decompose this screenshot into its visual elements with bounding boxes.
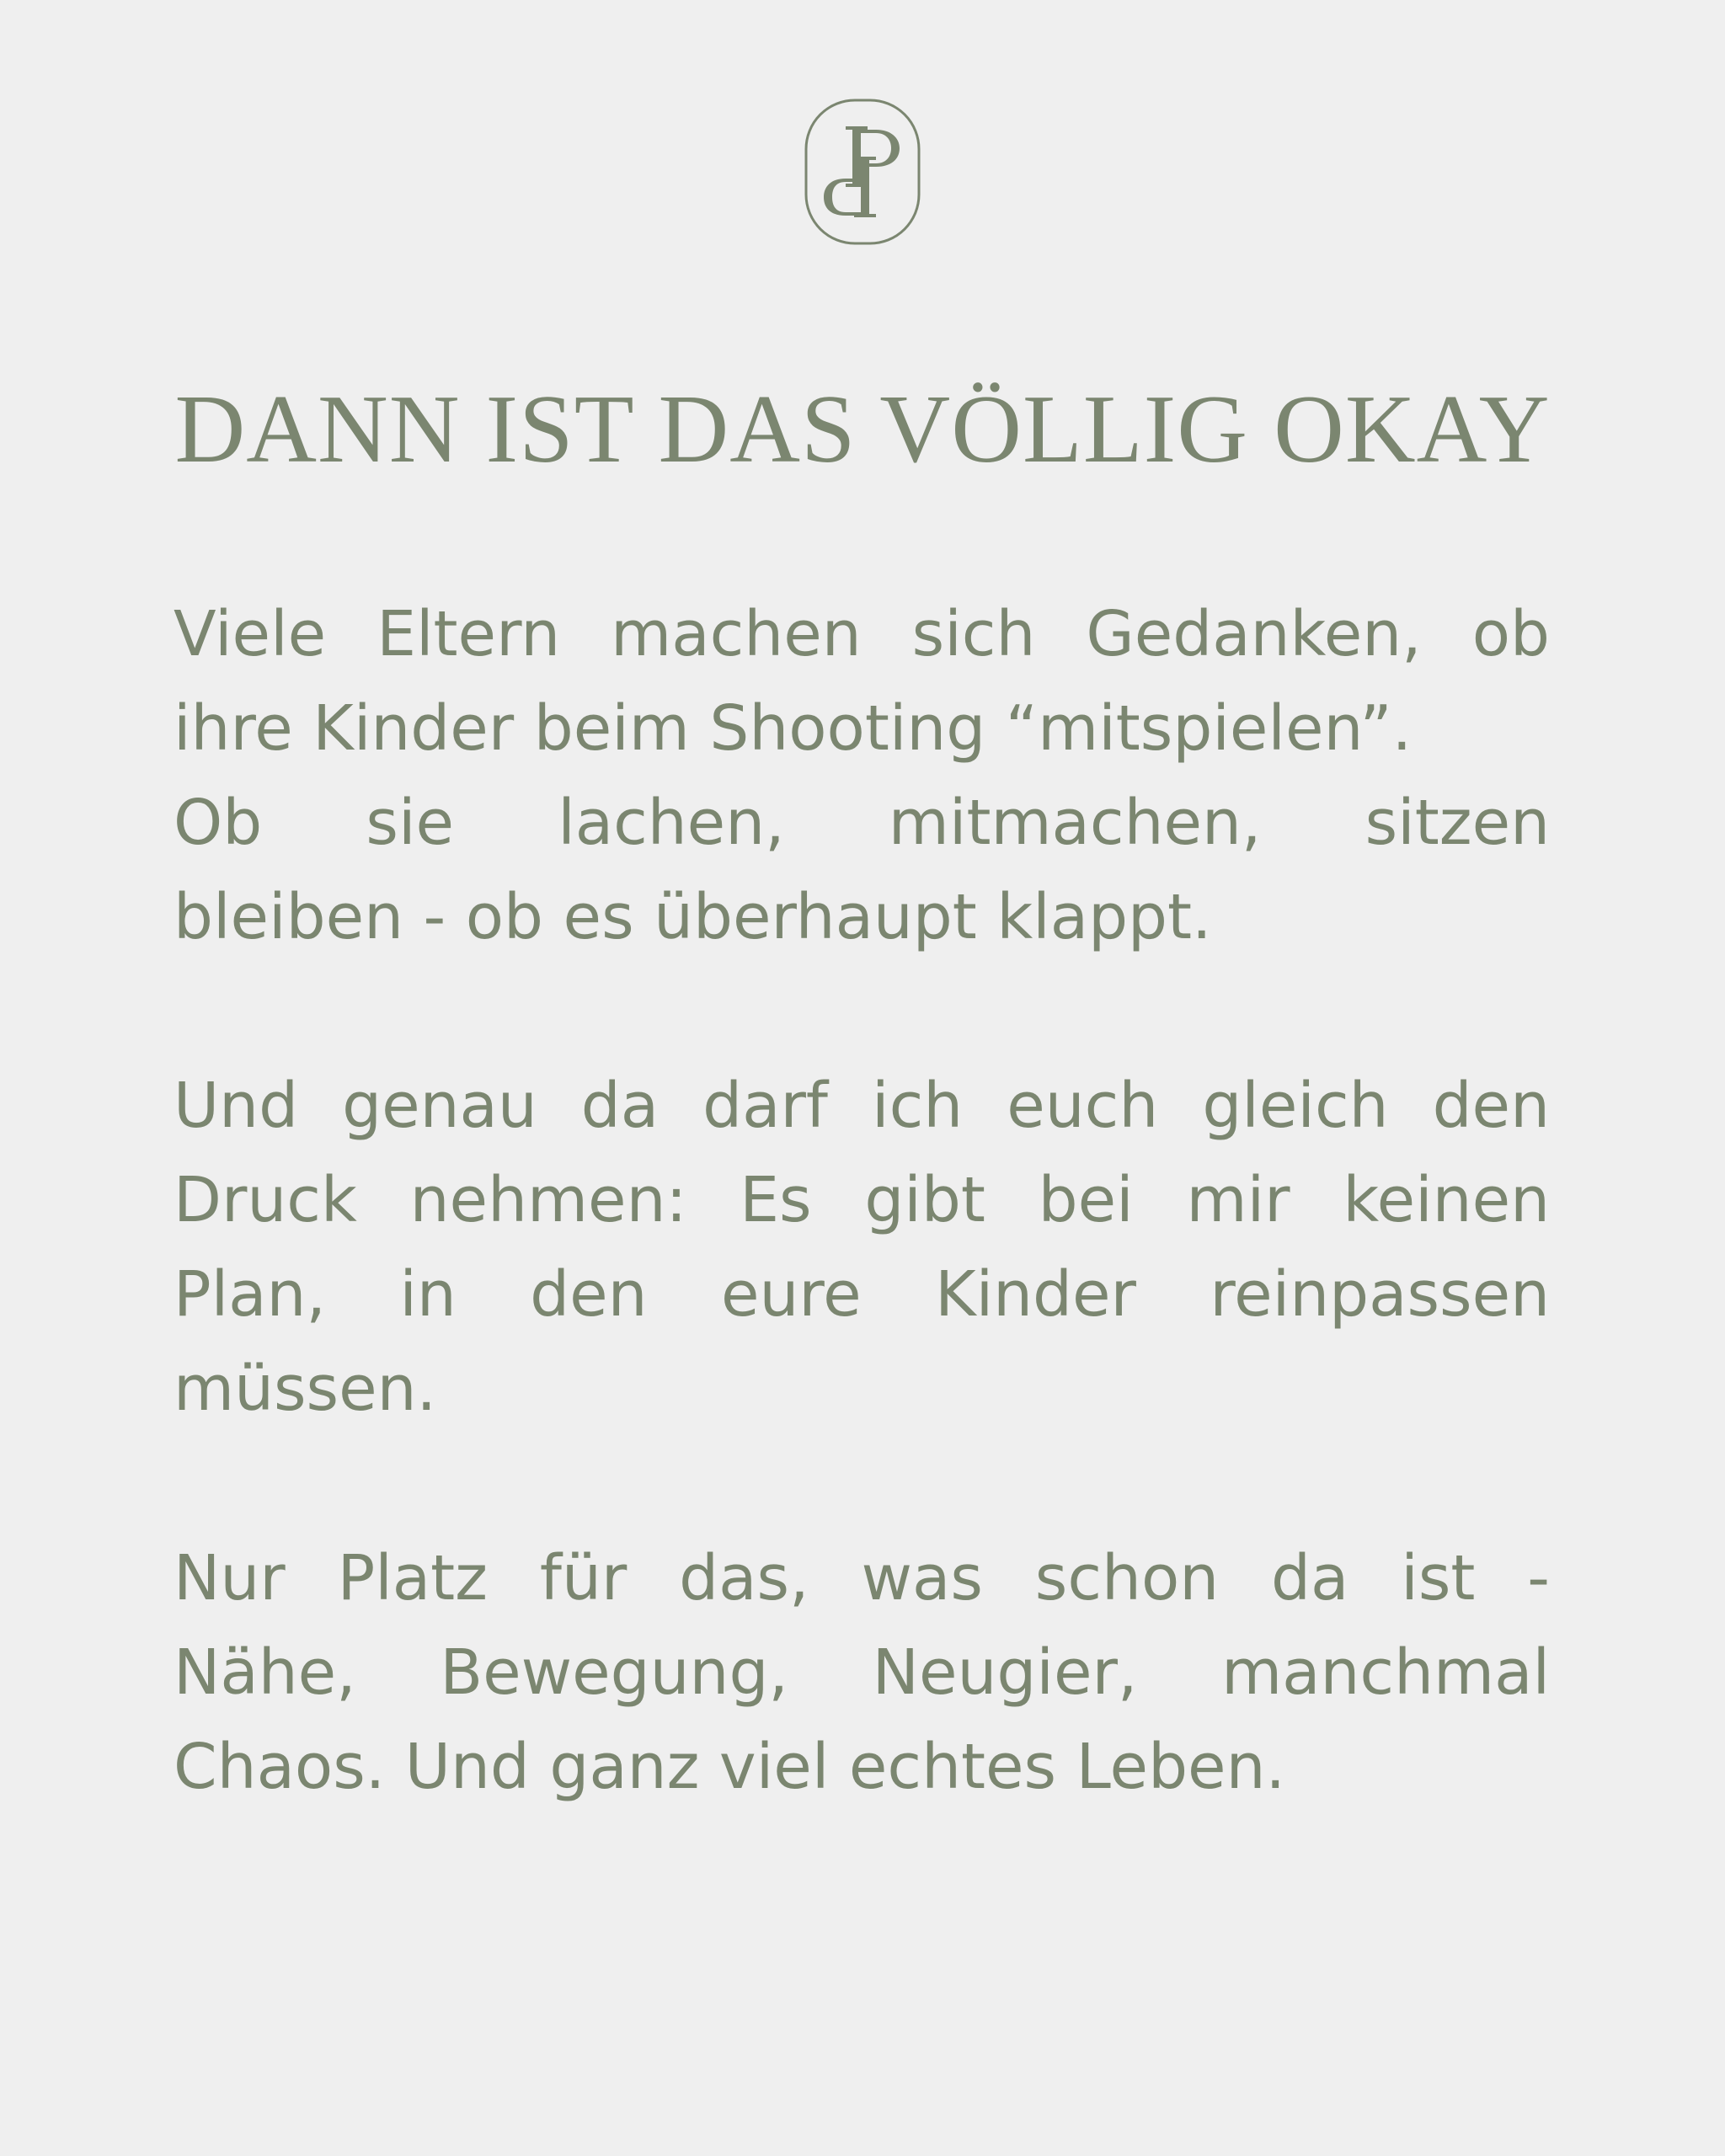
paragraph-line: ihre Kinder beim Shooting “mitspielen”. bbox=[174, 692, 1413, 765]
monogram-logo bbox=[804, 98, 921, 246]
paragraph-2 bbox=[174, 1059, 1550, 1436]
paragraph-3 bbox=[174, 1531, 1550, 1814]
paragraph-line: Druck nehmen: Es gibt bei mir keinen bbox=[174, 1164, 1550, 1236]
paragraph-line: Und genau da darf ich euch gleich den bbox=[174, 1070, 1550, 1142]
paragraph-line: Nähe, Bewegung, Neugier, manchmal bbox=[174, 1636, 1550, 1709]
paragraph-line: Ob sie lachen, mitmachen, sitzen bbox=[174, 787, 1550, 859]
paragraph-line: Plan, in den eure Kinder reinpassen bbox=[174, 1258, 1550, 1331]
paragraph-line: müssen. bbox=[174, 1353, 437, 1425]
paragraph-line: Viele Eltern machen sich Gedanken, ob bbox=[174, 598, 1550, 670]
paragraph-line: bleiben - ob es überhaupt klappt. bbox=[174, 881, 1212, 953]
paragraph-1 bbox=[174, 587, 1550, 964]
page-title: DANN IST DAS VÖLLIG OKAY bbox=[174, 376, 1551, 483]
paragraph-line: Chaos. Und ganz viel echtes Leben. bbox=[174, 1731, 1286, 1803]
paragraph-line: Nur Platz für das, was schon da ist - bbox=[174, 1542, 1550, 1614]
